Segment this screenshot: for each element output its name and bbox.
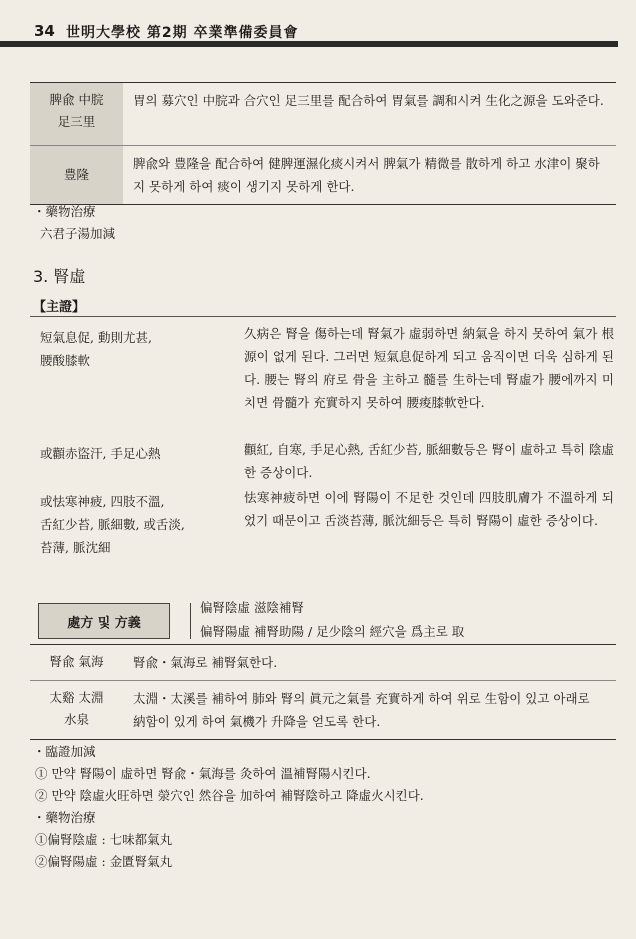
symptom-left: 短氣息促, 動則尤甚, 腰酸膝軟 (40, 330, 152, 368)
symptom-left: 或顴赤盜汗, 手足心熱 (40, 446, 161, 461)
prescription-line-1: 偏腎陰虛 滋陰補腎 (200, 600, 304, 615)
row-value: 脾兪와 豊隆을 配合하여 健脾運濕化痰시켜서 脾氣가 精微를 散하게 하고 水津이 聚하지 못하게 하여 痰이 생기지 못하게 한다. (133, 156, 600, 194)
adjust-label: ・臨證加減 (33, 744, 96, 759)
prescription-line-2: 偏腎陽虛 補腎助陽 / 足少陰의 經穴을 爲主로 取 (200, 624, 465, 639)
row-key: 脾兪 中脘 足三里 (30, 83, 123, 145)
header-title: 世明大學校 第2期 卒業準備委員會 (66, 25, 299, 41)
drug-item: ②偏腎陽虛 : 金匱腎氣丸 (35, 854, 173, 869)
symptom-desc: 顴紅, 自寒, 手足心熱, 舌紅少苔, 脈細數등은 腎이 虛하고 특히 陰虛한 증상이다. (244, 442, 614, 480)
row-value: 胃의 募穴인 中脘과 合穴인 足三里를 配合하여 胃氣를 調和시켜 生化之源을 도와준다. (133, 93, 604, 108)
row-key: 太谿 太淵 水泉 (49, 690, 104, 727)
header-rule (0, 41, 618, 47)
row-key: 豊隆 (30, 146, 123, 204)
table-row (30, 83, 616, 146)
drug-label: ・藥物治療 (33, 810, 96, 825)
prescription-label: 處方 및 方義 (38, 603, 170, 639)
row-key: 腎兪 氣海 (49, 654, 104, 669)
row-value: 腎兪・氣海로 補腎氣한다. (133, 655, 278, 670)
adjust-item: ① 만약 腎陽이 虛하면 腎兪・氣海를 灸하여 溫補腎陽시킨다. (35, 766, 371, 781)
adjust-item: ② 만약 陰虛火旺하면 滎穴인 然谷을 加하여 補腎陰하고 降虛火시킨다. (35, 788, 424, 803)
drug-item: 六君子湯加減 (40, 226, 116, 241)
row-value: 太淵・太溪를 補하여 肺와 腎의 眞元之氣를 充實하게 하여 위로 生함이 있고 아래로 納함이 있게 하여 氣機가 升降을 얻도록 한다. (133, 691, 590, 729)
page-number: 34 (34, 22, 55, 40)
section-title: 3. 腎虛 (33, 267, 86, 286)
symptom-desc: 怯寒神疲하면 이에 腎陽이 不足한 것인데 四肢肌膚가 不溫하게 되었기 때문이고 舌淡苔薄, 脈沈細등은 특히 腎陽이 虛한 증상이다. (244, 490, 614, 528)
acupoint-table-2 (30, 644, 616, 740)
table-row (30, 681, 616, 739)
drug-item: ①偏腎陰虛 : 七味都氣丸 (35, 832, 173, 847)
table-row (30, 146, 616, 204)
drug-label: ・藥物治療 (33, 204, 96, 219)
acupoint-table-1 (30, 82, 616, 205)
divider (30, 316, 616, 317)
main-symptoms-badge: 【主證】 (33, 300, 86, 315)
table-row (30, 645, 616, 681)
prescription-bracket (168, 603, 191, 639)
symptom-desc: 久病은 腎을 傷하는데 腎氣가 虛弱하면 納氣을 하지 못하여 氣가 根源이 없게 된다. 그러면 短氣息促하게 되고 움직이면 더욱 심하게 된다. 腰는 腎의 府로 骨을 主하고 髓를 生하는데 腎虛가 腰에까지 미치면 骨髓가 充實하지 못하여 腰痠膝軟한다. (244, 326, 614, 410)
symptom-left: 或怯寒神疲, 四肢不溫, 舌紅少苔, 脈細數, 或舌淡, 苔薄, 脈沈細 (40, 494, 185, 555)
